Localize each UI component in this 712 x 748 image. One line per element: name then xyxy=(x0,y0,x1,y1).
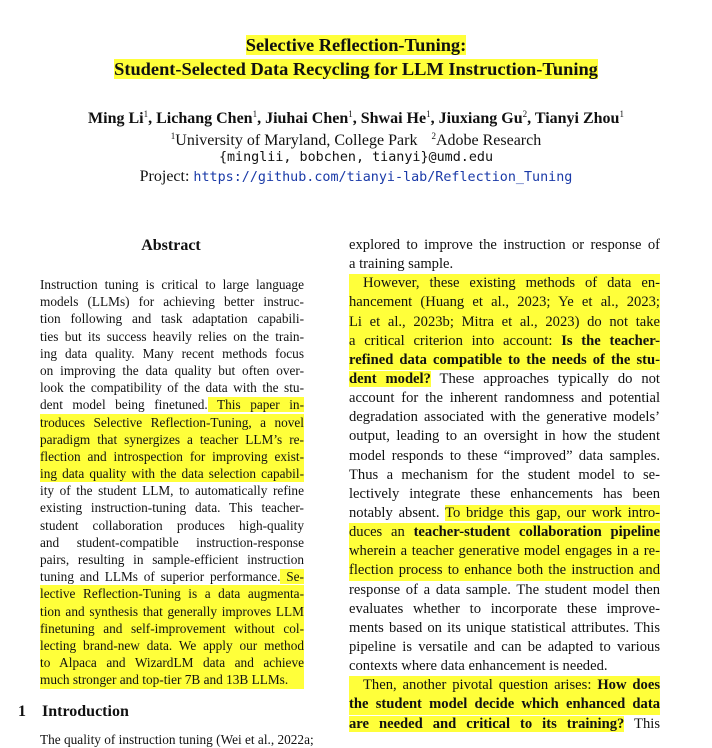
body-line: duces an teacher-student collaboration pipeline xyxy=(349,523,660,542)
author: Ming Li xyxy=(88,110,144,127)
introduction-first-line: The quality of instruction tuning (Wei et al., 2022a; xyxy=(40,732,314,747)
body-line: hancement (Huang et al., 2023; Ye et al., 2023; xyxy=(349,293,660,312)
abstract-line: lecting brand-new data. We apply our method xyxy=(40,637,304,653)
abstract-line: ing data quality with the data selection capabil- xyxy=(40,466,304,482)
body-line: refined data compatible to the needs of the stu- xyxy=(349,351,660,370)
abstract-line: look the compatibility of the data with the stu- xyxy=(40,380,304,396)
body-line: contexts where data enhancement is needed. xyxy=(349,658,608,675)
abstract-line: pairs, resulting in sample-efficient instruction xyxy=(40,552,304,567)
author: Jiuhai Chen xyxy=(265,110,349,127)
body-line: a training sample. xyxy=(349,256,454,273)
abstract-line: Instruction tuning is critical to large language xyxy=(40,277,304,292)
abstract-line: tion following and task adaptation capabili- xyxy=(40,311,304,327)
body-line: notably absent. To bridge this gap, our work intro- xyxy=(349,504,661,521)
abstract-line: flection and introspection for improving exist- xyxy=(40,448,304,464)
abstract-line: ing data quality. Many recent methods focus xyxy=(40,345,304,361)
body-line: lectively integrate these enhancements has been xyxy=(349,485,660,502)
body-line: wherein a teacher generative model engages in a re- xyxy=(349,542,660,561)
author: Tianyi Zhou xyxy=(534,110,620,127)
author: Lichang Chen xyxy=(156,110,253,127)
abstract-line: on improving the data quality but often over- xyxy=(40,362,304,378)
paper-title-line-2: Student-Selected Data Recycling for LLM Instruction-Tuning xyxy=(114,59,598,79)
abstract-line: student collaboration produces high-quality xyxy=(40,517,304,533)
body-line: flection process to enhance both the instruction and xyxy=(349,561,660,580)
author-list: Ming Li$^1$, Lichang Chen$^1$, Jiuhai Chen$^1$, Shwai He$^1$, Jiuxiang Gu$^2$, Tianyi Zhou$^1$ xyxy=(88,109,624,127)
body-line: explored to improve the instruction or response of xyxy=(349,237,660,253)
body-line: model responds to these “improved” data samples. xyxy=(349,447,660,464)
affiliation-adobe: Adobe Research xyxy=(435,132,542,149)
abstract-line: existing instruction-tuning data. This teacher- xyxy=(40,500,304,516)
abstract-line: paradigm that synergizes a teacher LLM’s re- xyxy=(40,431,304,447)
project-url-link[interactable]: https://github.com/tianyi-lab/Reflection_Tuning xyxy=(193,170,573,185)
abstract-line: finetuning and self-improvement without col- xyxy=(40,620,304,636)
section-heading-introduction: 1 Introduction xyxy=(18,703,129,720)
affiliation-umd: University of Maryland, College Park xyxy=(175,132,418,149)
abstract-heading: Abstract xyxy=(141,237,201,254)
abstract-body xyxy=(40,276,304,689)
abstract-line: ity of the student LLM, to automatically refine xyxy=(40,483,304,499)
abstract-line: dent model being finetuned. This paper in- xyxy=(40,397,305,413)
body-line: dent model? These approaches typically do not xyxy=(349,370,660,387)
abstract-line: models (LLMs) for achieving better instruc- xyxy=(40,294,304,310)
paper-title-line-1: Selective Reflection-Tuning: xyxy=(245,35,467,55)
abstract-line: and student-compatible instruction-response xyxy=(40,534,304,550)
abstract-line: troduces Selective Reflection-Tuning, a novel xyxy=(40,414,304,430)
abstract-line: lective Reflection-Tuning is a data augmenta- xyxy=(40,586,304,602)
body-line: the student model decide which enhanced data xyxy=(349,695,660,714)
body-line: ments based on its unique statistical attributes. This xyxy=(349,619,660,636)
abstract-line: much stronger and top-tier 7B and 13B LLMs. xyxy=(40,671,304,688)
author: Shwai He xyxy=(360,110,427,127)
body-line: evaluates whether to incorporate these improve- xyxy=(349,600,660,617)
body-line: a critical criterion into account: Is the teacher- xyxy=(349,332,660,351)
body-line: Thus a mechanism for the student model to se- xyxy=(349,466,660,483)
affiliations: $^1$University of Maryland, College Park $^2$Adobe Research xyxy=(170,131,542,149)
abstract-line: to Alpaca and WizardLM data and achieve xyxy=(40,655,304,671)
body-line: Li et al., 2023b; Mitra et al., 2023) do not take xyxy=(349,313,660,332)
abstract-line: ties but its success heavily relies on the train- xyxy=(40,328,304,344)
right-column-body xyxy=(349,236,660,734)
body-line: response of a data sample. The student model then xyxy=(349,581,660,598)
author: Jiuxiang Gu xyxy=(438,110,523,127)
body-line: output, leading to an oversight in how the student xyxy=(349,428,660,445)
body-line: degradation associated with the generative models’ xyxy=(349,409,660,426)
author-emails: {minglii, bobchen, tianyi}@umd.edu xyxy=(218,150,494,165)
abstract-line: tuning and LLMs of superior performance. Se- xyxy=(40,569,304,585)
body-line: account for the inherent randomness and potential xyxy=(349,390,660,407)
body-line: pipeline is versatile and can be adapted to various xyxy=(349,638,660,655)
project-label: Project: xyxy=(139,168,190,185)
body-line: However, these existing methods of data en- xyxy=(349,274,660,293)
project-link-line xyxy=(0,167,712,188)
abstract-line: tion and synthesis that generally improves LLM xyxy=(40,603,304,619)
body-line: Then, another pivotal question arises: How does xyxy=(349,676,660,695)
body-line: are needed and critical to its training? This xyxy=(349,715,660,732)
